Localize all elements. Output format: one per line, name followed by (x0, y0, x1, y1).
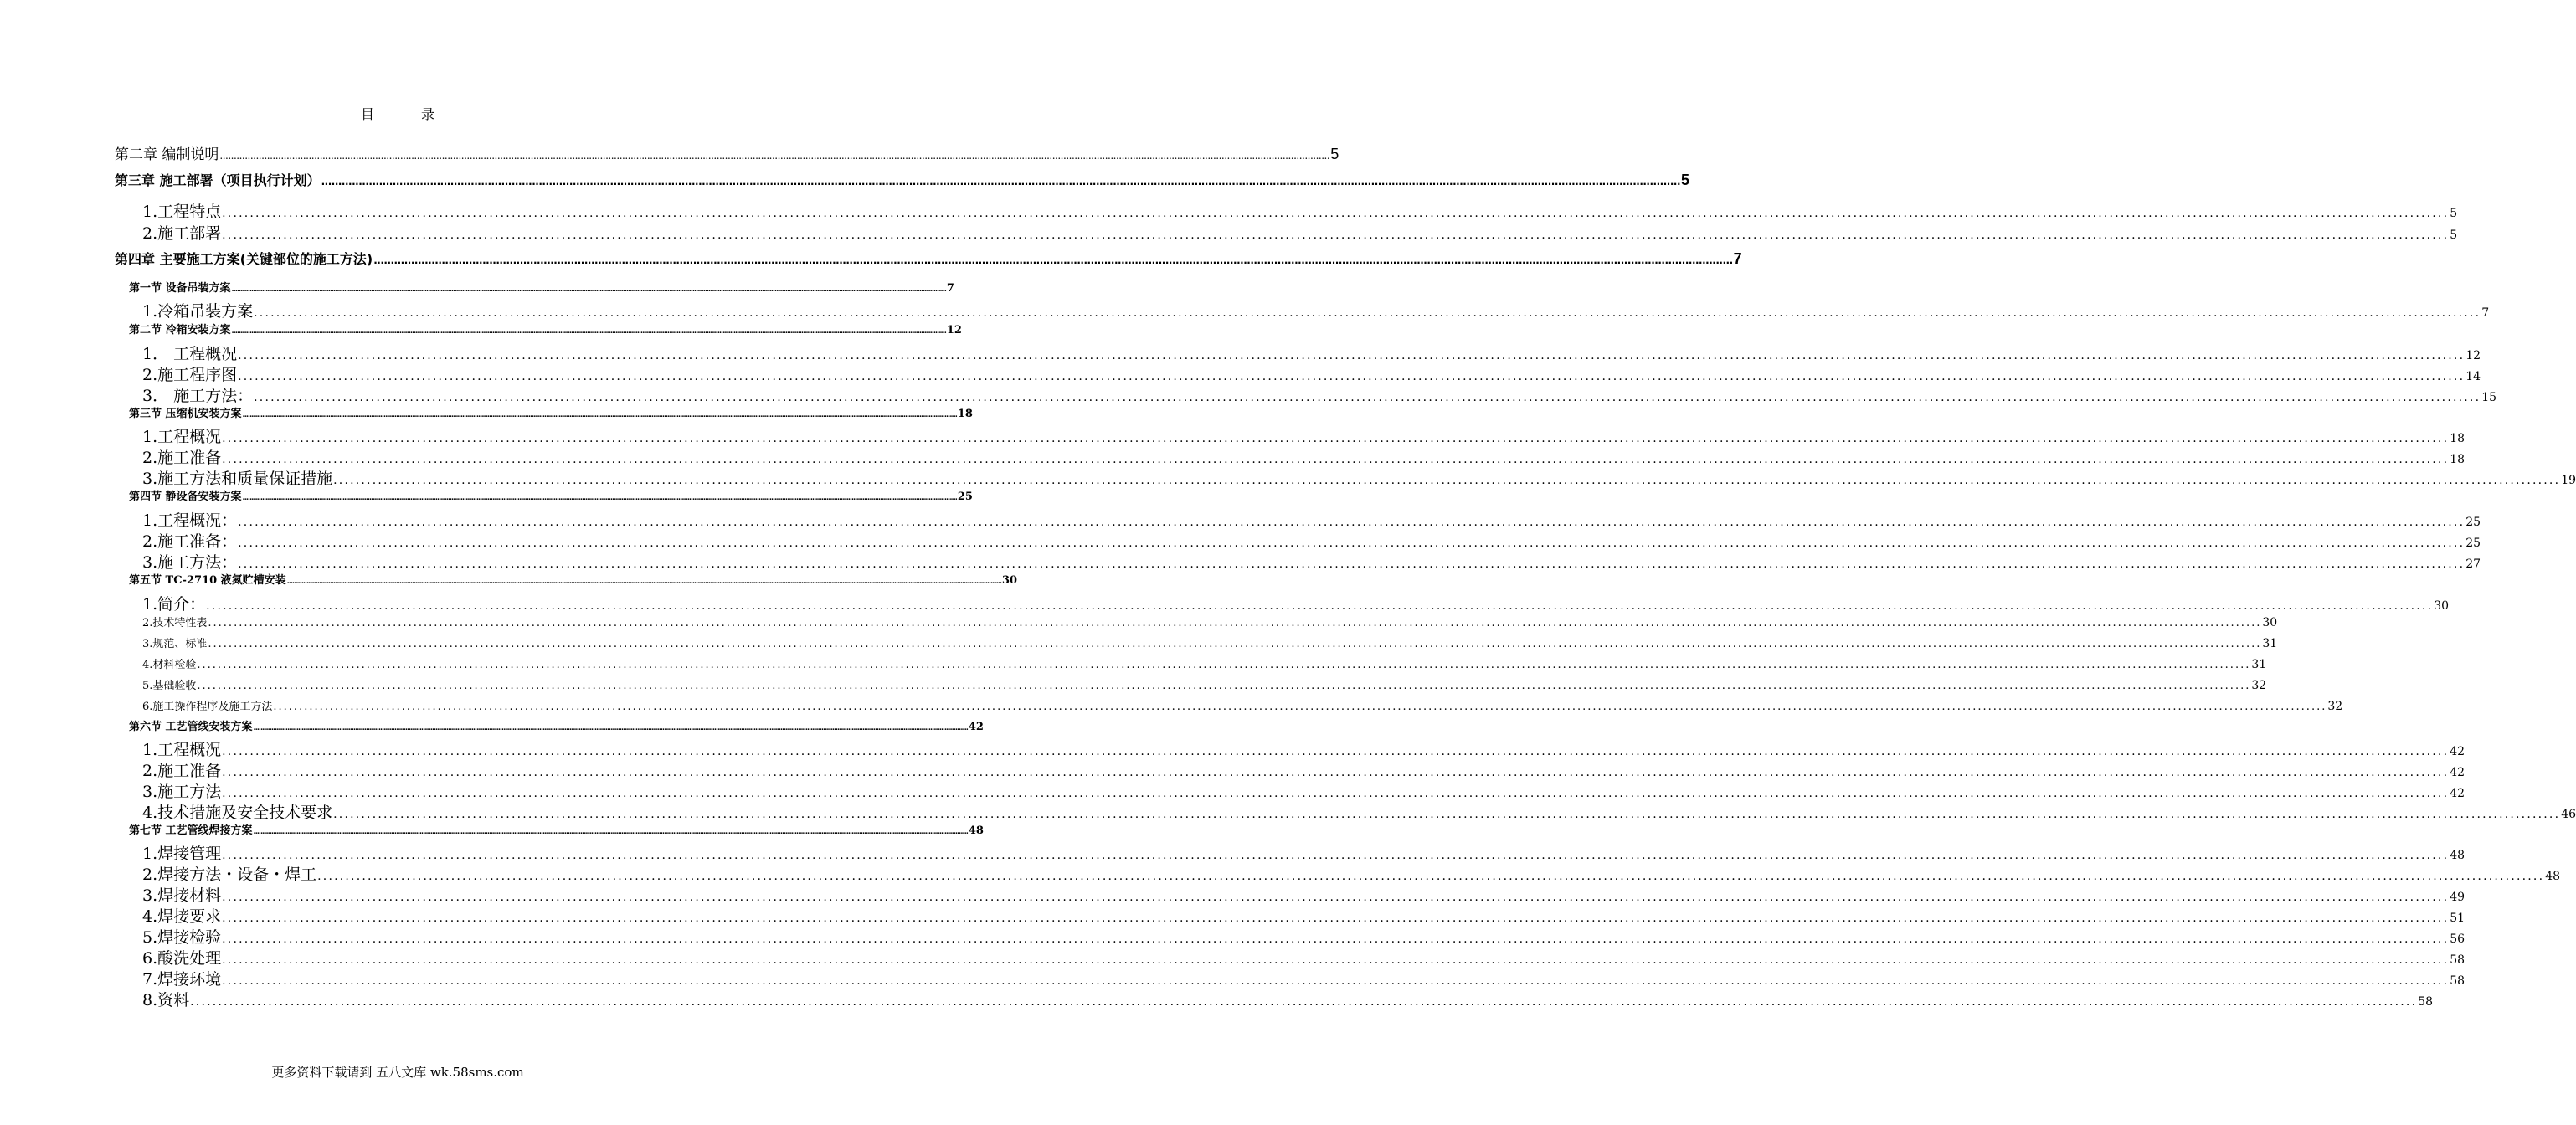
toc-entry-label: 2.施工准备 (142, 762, 222, 780)
toc-entry-page: 5 (1330, 146, 1339, 162)
toc-entry-page: 30 (2434, 599, 2450, 613)
toc-entry[interactable] (0, 342, 2481, 364)
toc-entry[interactable] (0, 249, 1742, 268)
toc-entry[interactable] (0, 142, 1339, 163)
toc-dot-leader: ................................................................................................................................................................................................................................................................................................................................................................................................................ (222, 229, 2450, 242)
toc-entry-page: 58 (2450, 953, 2465, 967)
toc-entry-page: 12 (946, 324, 962, 336)
toc-entry-page: 25 (2465, 537, 2481, 550)
toc-entry[interactable] (0, 550, 2481, 573)
toc-entry-label: 3.施工方法和质量保证措施 (142, 470, 333, 488)
toc-entry-label: 2.施工准备： (142, 532, 238, 551)
toc-entry-label: 第一节 设备吊装方案 (129, 282, 231, 295)
toc-entry[interactable] (0, 571, 1018, 587)
toc-dot-leader: ................................................................................................................................................................................................................................................................................................................................................................................................................ (222, 787, 2450, 800)
toc-entry-label: 1.工程概况 (142, 428, 222, 446)
toc-entry-page: 18 (2450, 432, 2465, 445)
toc-entry[interactable] (0, 424, 2465, 447)
toc-entry-page: 25 (957, 491, 973, 503)
toc-entry-page: 25 (2465, 516, 2481, 529)
toc-entry[interactable] (0, 508, 2481, 531)
toc-entry-page: 58 (2418, 995, 2434, 1009)
toc-entry[interactable] (0, 967, 2465, 989)
toc-entry[interactable] (0, 487, 973, 503)
toc-entry[interactable] (0, 404, 973, 420)
toc-entry-label: 第六节 工艺管线安装方案 (129, 721, 253, 733)
toc-entry-page: 49 (2450, 891, 2465, 904)
toc-dot-leader: ................................................................................................................................................................................................................................................................................................................................................................................................................ (238, 349, 2465, 362)
toc-entry-page: 56 (2450, 932, 2465, 946)
toc-entry-label: 1.工程概况： (142, 511, 238, 530)
toc-entry-label: 6.酸洗处理 (142, 949, 222, 968)
toc-dot-leader: ................................................................................................................................................................................................................................................................................................................................................................................................................ (242, 494, 957, 502)
toc-entry[interactable] (0, 383, 2497, 406)
toc-dot-leader: ................................................................................................................................................................................................................................................................................................................................................................................................................ (222, 932, 2450, 946)
toc-entry-label: 7.焊接环境 (142, 970, 222, 989)
toc-entry-label: 第三节 压缩机安装方案 (129, 408, 242, 420)
toc-entry-label: 第七节 工艺管线焊接方案 (129, 824, 253, 837)
toc-entry-label: 3． 施工方法： (142, 387, 254, 405)
toc-entry-page: 18 (957, 408, 973, 420)
toc-entry-page: 27 (2465, 557, 2481, 571)
toc-dot-leader: ................................................................................................................................................................................................................................................................................................................................................................................................................ (317, 870, 2545, 883)
toc-entry-page: 5 (2450, 207, 2458, 220)
toc-entry-page: 32 (2327, 700, 2343, 713)
toc-entry[interactable] (0, 614, 2278, 629)
toc-entry[interactable] (0, 655, 2267, 671)
toc-entry[interactable] (0, 737, 2465, 760)
toc-entry-page: 48 (968, 824, 984, 837)
toc-dot-leader: ................................................................................................................................................................................................................................................................................................................................................................................................................ (222, 745, 2450, 758)
toc-entry-page: 48 (2545, 870, 2561, 883)
toc-entry[interactable] (0, 321, 962, 336)
toc-entry-label: 8.资料 (142, 991, 190, 1009)
toc-entry-page: 42 (2450, 787, 2465, 800)
footer-text: 更多资料下载请到 五八文库 wk.58sms.com (271, 1065, 524, 1080)
toc-entry-page: 5 (1681, 172, 1690, 188)
toc-dot-leader: ................................................................................................................................................................................................................................................................................................................................................................................................................ (197, 680, 2251, 692)
toc-entry[interactable] (0, 946, 2465, 968)
toc-entry[interactable] (0, 466, 2576, 489)
toc-entry-label: 第二节 冷箱安装方案 (129, 324, 231, 336)
toc-dot-leader: ................................................................................................................................................................................................................................................................................................................................................................................................................ (254, 306, 2481, 320)
toc-entry-page: 48 (2450, 849, 2465, 862)
toc-entry-label: 4.材料检验 (142, 659, 197, 671)
toc-entry[interactable] (0, 883, 2465, 906)
toc-entry-label: 2.施工准备 (142, 449, 222, 467)
toc-entry-page: 46 (2561, 808, 2576, 821)
toc-entry-page: 19 (2561, 474, 2576, 487)
toc-entry-page: 5 (2450, 229, 2458, 242)
toc-dot-leader: ................................................................................................................................................................................................................................................................................................................................................................................................................ (222, 891, 2450, 904)
toc-entry-page: 51 (2450, 912, 2465, 925)
toc-entry-page: 7 (2481, 306, 2490, 320)
toc-dot-leader: ................................................................................................................................................................................................................................................................................................................................................................................................................ (238, 516, 2465, 529)
toc-entry-label: 第四节 静设备安装方案 (129, 491, 242, 503)
toc-entry[interactable] (0, 199, 2458, 222)
toc-entry[interactable] (0, 676, 2267, 692)
toc-entry-label: 3.施工方法 (142, 783, 222, 801)
toc-entry-label: 1.工程特点 (142, 203, 222, 221)
toc-entry-page: 7 (946, 282, 954, 295)
toc-entry[interactable] (0, 800, 2576, 823)
toc-entry-label: 第四章 主要施工方案(关键部位的施工方法) (115, 251, 373, 267)
toc-dot-leader: ................................................................................................................................................................................................................................................................................................................................................................................................................ (242, 411, 957, 419)
toc-dot-leader: ................................................................................................................................................................................................................................................................................................................................................................................................................ (222, 207, 2450, 220)
toc-dot-leader: ................................................................................................................................................................................................................................................................................................................................................................................................................ (219, 150, 1330, 162)
toc-entry-label: 第三章 施工部署（项目执行计划） (115, 172, 321, 188)
toc-dot-leader: ................................................................................................................................................................................................................................................................................................................................................................................................................ (222, 766, 2450, 779)
toc-entry-label: 5.焊接检验 (142, 928, 222, 947)
toc-entry-page: 14 (2465, 370, 2481, 383)
toc-entry[interactable] (0, 697, 2343, 713)
toc-dot-leader: ................................................................................................................................................................................................................................................................................................................................................................................................................ (286, 578, 1001, 586)
toc-entry[interactable] (0, 904, 2465, 927)
toc-entry[interactable] (0, 821, 984, 837)
toc-entry[interactable] (0, 279, 954, 295)
toc-dot-leader: ................................................................................................................................................................................................................................................................................................................................................................................................................ (190, 995, 2418, 1009)
toc-entry-label: 第五节 TC-2710 液氮贮槽安装 (129, 574, 286, 587)
toc-entry-label: 1． 工程概况 (142, 345, 238, 363)
toc-entry-label: 2.技术特性表 (142, 617, 208, 629)
toc-entry-label: 1.冷箱吊装方案 (142, 302, 254, 321)
toc-entry[interactable] (0, 988, 2434, 1010)
toc-dot-leader: ................................................................................................................................................................................................................................................................................................................................................................................................................ (373, 254, 1733, 266)
toc-entry-label: 2.施工部署 (142, 224, 222, 243)
toc-entry[interactable] (0, 170, 1690, 189)
toc-dot-leader: ................................................................................................................................................................................................................................................................................................................................................................................................................ (208, 638, 2262, 650)
toc-entry-label: 3.施工方法： (142, 553, 238, 572)
toc-entry-page: 58 (2450, 974, 2465, 988)
toc-entry-page: 31 (2262, 637, 2278, 650)
toc-dot-leader: ................................................................................................................................................................................................................................................................................................................................................................................................................ (254, 391, 2481, 404)
toc-entry-page: 31 (2251, 658, 2267, 671)
toc-dot-leader: ................................................................................................................................................................................................................................................................................................................................................................................................................ (222, 974, 2450, 988)
toc-entry-page: 42 (2450, 745, 2465, 758)
toc-entry-page: 32 (2251, 679, 2267, 692)
toc-title-char-2: 录 (421, 106, 435, 122)
toc-entry-page: 42 (968, 721, 984, 733)
toc-entry[interactable] (0, 717, 984, 733)
toc-entry[interactable] (0, 221, 2458, 244)
toc-dot-leader: ................................................................................................................................................................................................................................................................................................................................................................................................................ (222, 953, 2450, 967)
toc-entry-label: 3.焊接材料 (142, 886, 222, 905)
toc-entry-label: 4.技术措施及安全技术要求 (142, 804, 333, 822)
toc-entry-label: 2.施工程序图 (142, 366, 238, 384)
toc-entry-label: 第二章 编制说明 (115, 146, 219, 163)
toc-entry[interactable] (0, 925, 2465, 948)
toc-dot-leader: ................................................................................................................................................................................................................................................................................................................................................................................................................ (321, 176, 1681, 188)
toc-entry[interactable] (0, 362, 2481, 385)
toc-dot-leader: ................................................................................................................................................................................................................................................................................................................................................................................................................ (231, 285, 946, 294)
toc-entry-label: 1.工程概况 (142, 741, 222, 759)
toc-entry-page: 18 (2450, 453, 2465, 466)
toc-dot-leader: ................................................................................................................................................................................................................................................................................................................................................................................................................ (333, 808, 2561, 821)
toc-entry-label: 5.基础验收 (142, 680, 197, 692)
toc-entry-label: 1.焊接管理 (142, 845, 222, 863)
toc-entry[interactable] (0, 634, 2278, 650)
toc-entry[interactable] (0, 841, 2465, 864)
toc-entry[interactable] (0, 779, 2465, 802)
toc-entry-label: 6.施工操作程序及施工方法 (142, 701, 273, 713)
toc-dot-leader: ................................................................................................................................................................................................................................................................................................................................................................................................................ (238, 537, 2465, 550)
toc-dot-leader: ................................................................................................................................................................................................................................................................................................................................................................................................................ (222, 912, 2450, 925)
toc-dot-leader: ................................................................................................................................................................................................................................................................................................................................................................................................................ (208, 617, 2262, 629)
toc-entry-page: 12 (2465, 349, 2481, 362)
toc-entry-label: 4.焊接要求 (142, 907, 222, 926)
toc-dot-leader: ................................................................................................................................................................................................................................................................................................................................................................................................................ (253, 828, 968, 836)
toc-entry-page: 15 (2481, 391, 2497, 404)
toc-dot-leader: ................................................................................................................................................................................................................................................................................................................................................................................................................ (253, 724, 968, 732)
toc-entry-label: 1.简介： (142, 595, 206, 614)
toc-dot-leader: ................................................................................................................................................................................................................................................................................................................................................................................................................ (333, 474, 2561, 487)
toc-entry[interactable] (0, 529, 2481, 552)
toc-entry[interactable] (0, 299, 2490, 321)
toc-entry-page: 30 (1001, 574, 1018, 587)
toc-dot-leader: ................................................................................................................................................................................................................................................................................................................................................................................................................ (222, 849, 2450, 862)
toc-dot-leader: ................................................................................................................................................................................................................................................................................................................................................................................................................ (222, 453, 2450, 466)
toc-entry-page: 30 (2262, 616, 2278, 629)
toc-title (0, 104, 795, 123)
toc-entry[interactable] (0, 862, 2561, 885)
toc-dot-leader: ................................................................................................................................................................................................................................................................................................................................................................................................................ (222, 432, 2450, 445)
toc-entry-page: 7 (1733, 250, 1742, 267)
toc-entry-page: 42 (2450, 766, 2465, 779)
toc-entry-label: 2.焊接方法・设备・焊工 (142, 866, 317, 884)
toc-dot-leader: ................................................................................................................................................................................................................................................................................................................................................................................................................ (273, 701, 2327, 713)
toc-entry[interactable] (0, 592, 2450, 614)
toc-dot-leader: ................................................................................................................................................................................................................................................................................................................................................................................................................ (238, 370, 2465, 383)
toc-dot-leader: ................................................................................................................................................................................................................................................................................................................................................................................................................ (206, 599, 2434, 613)
toc-entry[interactable] (0, 445, 2465, 468)
toc-dot-leader: ................................................................................................................................................................................................................................................................................................................................................................................................................ (231, 327, 946, 336)
toc-dot-leader: ................................................................................................................................................................................................................................................................................................................................................................................................................ (238, 557, 2465, 571)
toc-dot-leader: ................................................................................................................................................................................................................................................................................................................................................................................................................ (197, 659, 2251, 671)
toc-title-char-1: 目 (360, 106, 374, 122)
toc-entry[interactable] (0, 758, 2465, 781)
toc-entry-label: 3.规范、标准 (142, 638, 208, 650)
